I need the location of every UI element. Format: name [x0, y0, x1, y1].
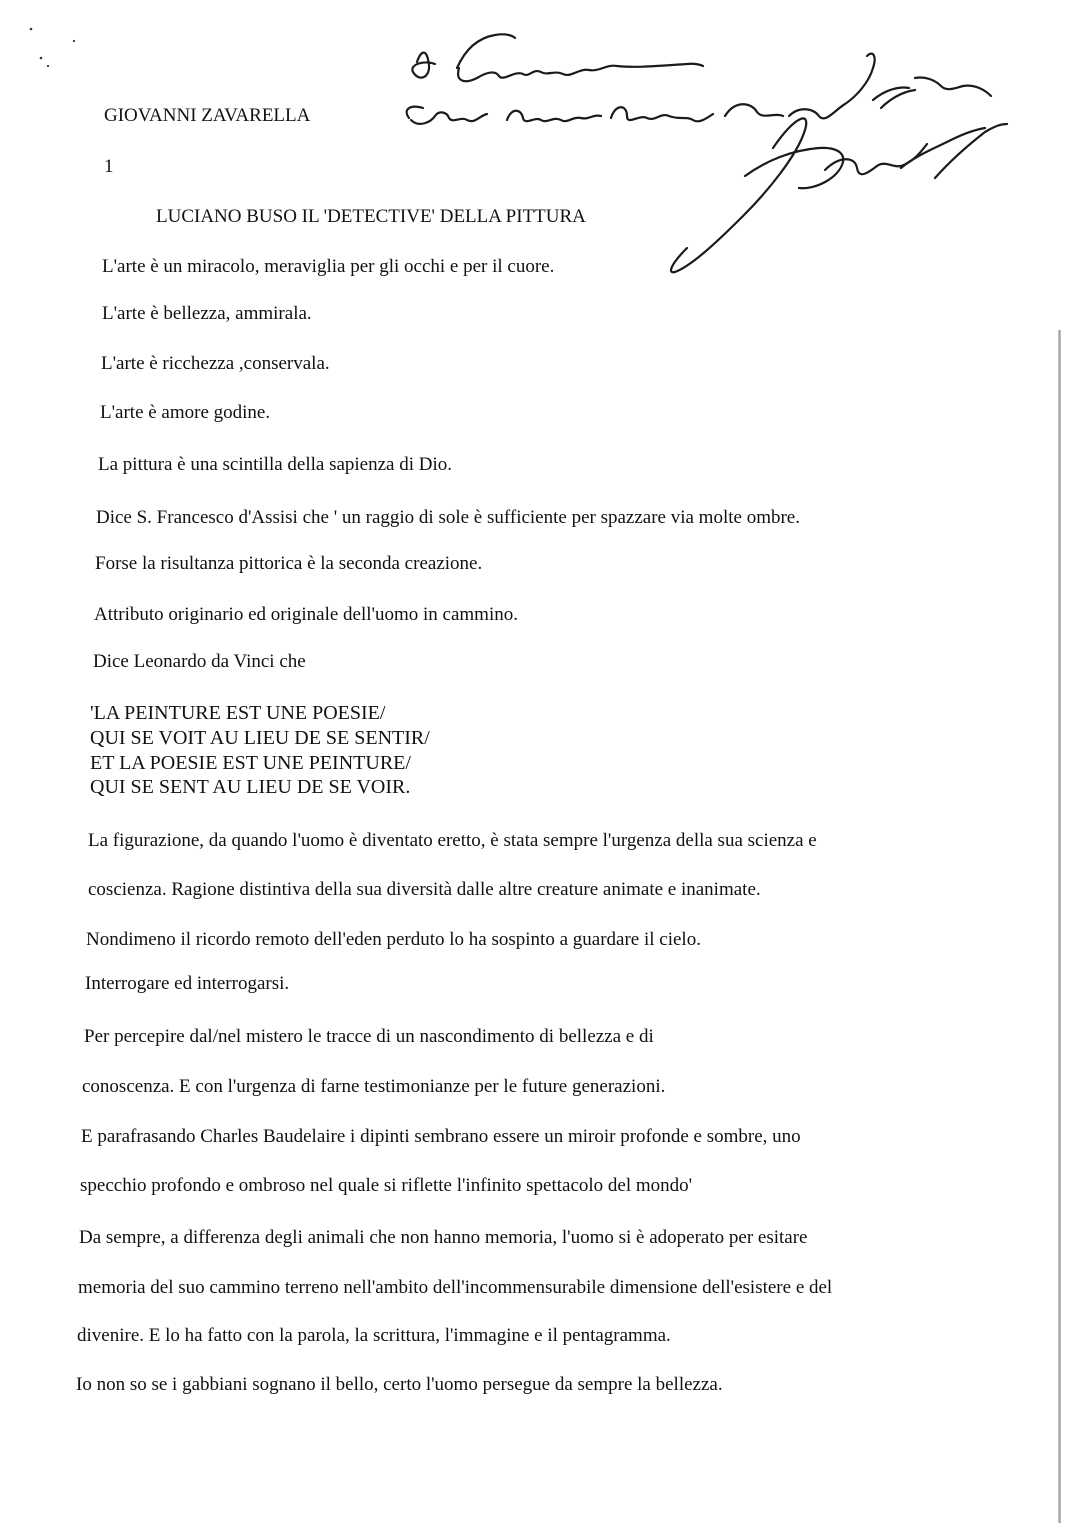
body-line: La pittura è una scintilla della sapienza di Dio. — [98, 454, 453, 475]
handwritten-dedication — [395, 20, 1015, 290]
document-title: LUCIANO BUSO IL 'DETECTIVE' DELLA PITTURA — [156, 206, 586, 227]
body-line: Attributo originario ed originale dell'uomo in cammino. — [94, 604, 518, 625]
paragraph-line: Da sempre, a differenza degli animali che non hanno memoria, l'uomo si è adoperato per esitare — [79, 1227, 808, 1248]
body-line: L'arte è amore godine. — [100, 402, 271, 423]
paragraph-line: La figurazione, da quando l'uomo è diventato eretto, è stata sempre l'urgenza della sua scienza e — [88, 830, 817, 851]
paragraph-line: Interrogare ed interrogarsi. — [85, 973, 290, 994]
paragraph-line: Per percepire dal/nel mistero le tracce di un nascondimento di bellezza e di — [84, 1026, 654, 1047]
paragraph-line: memoria del suo cammino terreno nell'ambito dell'incommensurabile dimensione dell'esistere e del — [78, 1277, 833, 1298]
page-number: 1 — [104, 156, 114, 177]
poem-line: QUI SE VOIT AU LIEU DE SE SENTIR/ — [90, 727, 430, 749]
paragraph-line: E parafrasando Charles Baudelaire i dipinti sembrano essere un miroir profonde e sombre, uno — [81, 1126, 801, 1147]
poem-line: QUI SE SENT AU LIEU DE SE VOIR. — [90, 776, 411, 798]
poem-line: ET LA POESIE EST UNE PEINTURE/ — [90, 752, 411, 774]
body-line: L'arte è bellezza, ammirala. — [102, 303, 312, 324]
paragraph-line: divenire. E lo ha fatto con la parola, la scrittura, l'immagine e il pentagramma. — [77, 1325, 671, 1346]
body-line: Dice Leonardo da Vinci che — [93, 651, 306, 672]
body-line: Forse la risultanza pittorica è la seconda creazione. — [95, 553, 483, 574]
poem-line: 'LA PEINTURE EST UNE POESIE/ — [90, 702, 386, 724]
paragraph-line: Nondimeno il ricordo remoto dell'eden perduto lo ha sospinto a guardare il cielo. — [86, 929, 701, 950]
scan-edge — [1058, 330, 1061, 1523]
author-name: GIOVANNI ZAVARELLA — [104, 105, 311, 126]
scan-specks — [0, 0, 80, 80]
body-line: Dice S. Francesco d'Assisi che ' un raggio di sole è sufficiente per spazzare via molte ombre. — [96, 507, 800, 528]
paragraph-line: coscienza. Ragione distintiva della sua diversità dalle altre creature animate e inanimate. — [88, 879, 761, 900]
paragraph-line: specchio profondo e ombroso nel quale si riflette l'infinito spettacolo del mondo' — [80, 1175, 693, 1196]
body-line: L'arte è ricchezza ,conservala. — [101, 353, 330, 374]
paragraph-line: conoscenza. E con l'urgenza di farne testimonianze per le future generazioni. — [82, 1076, 666, 1097]
body-line: L'arte è un miracolo, meraviglia per gli occhi e per il cuore. — [102, 256, 555, 277]
paragraph-line: Io non so se i gabbiani sognano il bello, certo l'uomo persegue da sempre la bellezza. — [76, 1374, 723, 1395]
